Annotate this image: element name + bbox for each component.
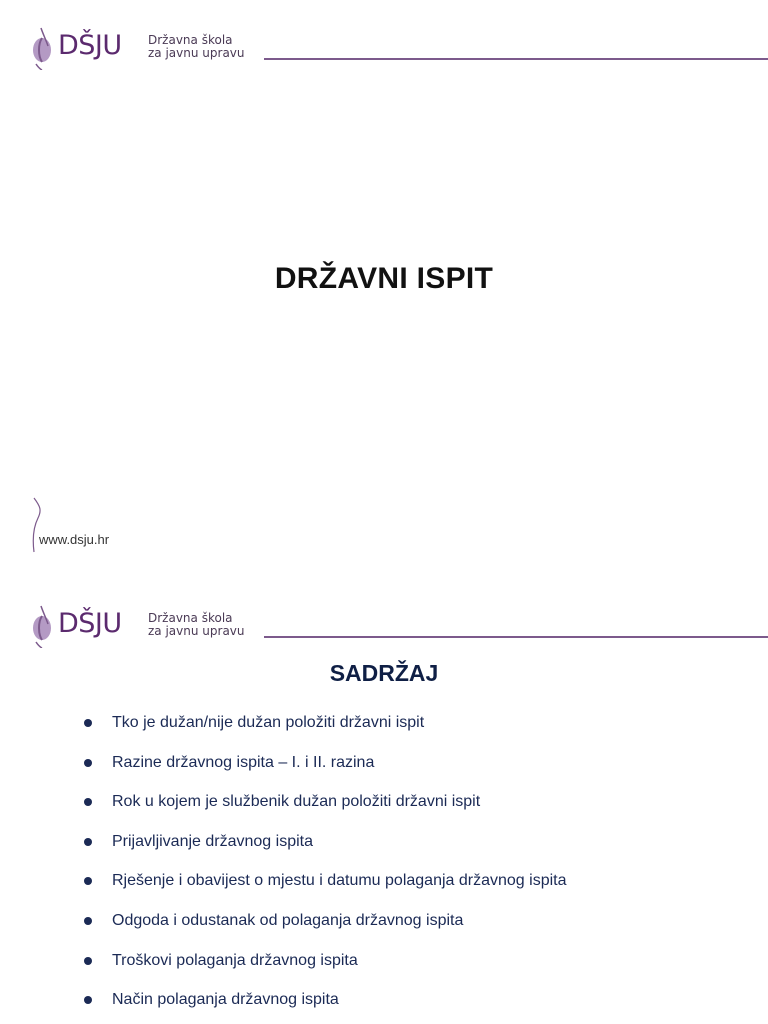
list-item [84,989,566,1024]
list-item [84,791,566,831]
contents-title: SADRŽAJ [329,660,439,686]
bullet-icon [84,798,92,806]
slide-header [28,604,768,648]
list-item [84,950,566,990]
list-item-text: Tko je dužan/nije dužan položiti državni ispit [112,714,425,731]
dsju-logo-icon [28,604,56,648]
list-item-text: Način polaganja državnog ispita [112,991,339,1009]
logo-abbreviation: DŠJU [58,608,122,639]
dsju-logo-icon [28,26,56,70]
logo-name-line-2: za javnu upravu [148,624,245,638]
bullet-icon [84,838,92,846]
list-item [84,870,566,910]
header-divider [264,636,768,638]
slide-header [28,26,768,70]
bullet-icon [84,759,92,767]
logo-full-name [148,612,245,638]
logo-name-line-1: Državna škola [148,33,233,47]
contents-slide [0,592,768,1024]
list-item-text: Prijavljivanje državnog ispita [112,832,313,850]
logo-full-name [148,34,245,60]
list-item [84,910,566,950]
bullet-icon [84,917,92,925]
logo-name-line-1: Državna škola [148,611,233,625]
contents-list [84,712,566,1024]
slide-title: DRŽAVNI ISPIT [274,262,494,295]
bullet-icon [84,957,92,965]
bullet-icon [84,877,92,885]
logo-abbreviation: DŠJU [58,30,122,61]
list-item-text: Odgoda i odustanak od polaganja državnog ispita [112,911,464,929]
list-item [84,831,566,871]
list-item [84,752,566,792]
header-divider [264,58,768,60]
list-item-text: Rješenje i obavijest o mjestu i datumu polaganja državnog ispita [112,872,567,890]
list-item-text: Troškovi polaganja državnog ispita [112,951,358,969]
logo-name-line-2: za javnu upravu [148,46,245,60]
list-item [84,712,566,752]
list-item-text: Rok u kojem je službenik dužan položiti državni ispit [112,793,481,811]
website-link[interactable]: www.dsju.hr [39,532,110,547]
list-item-text: Razine državnog ispita – I. i II. razina [112,753,375,771]
bullet-icon [84,996,92,1004]
bullet-icon [84,719,92,727]
